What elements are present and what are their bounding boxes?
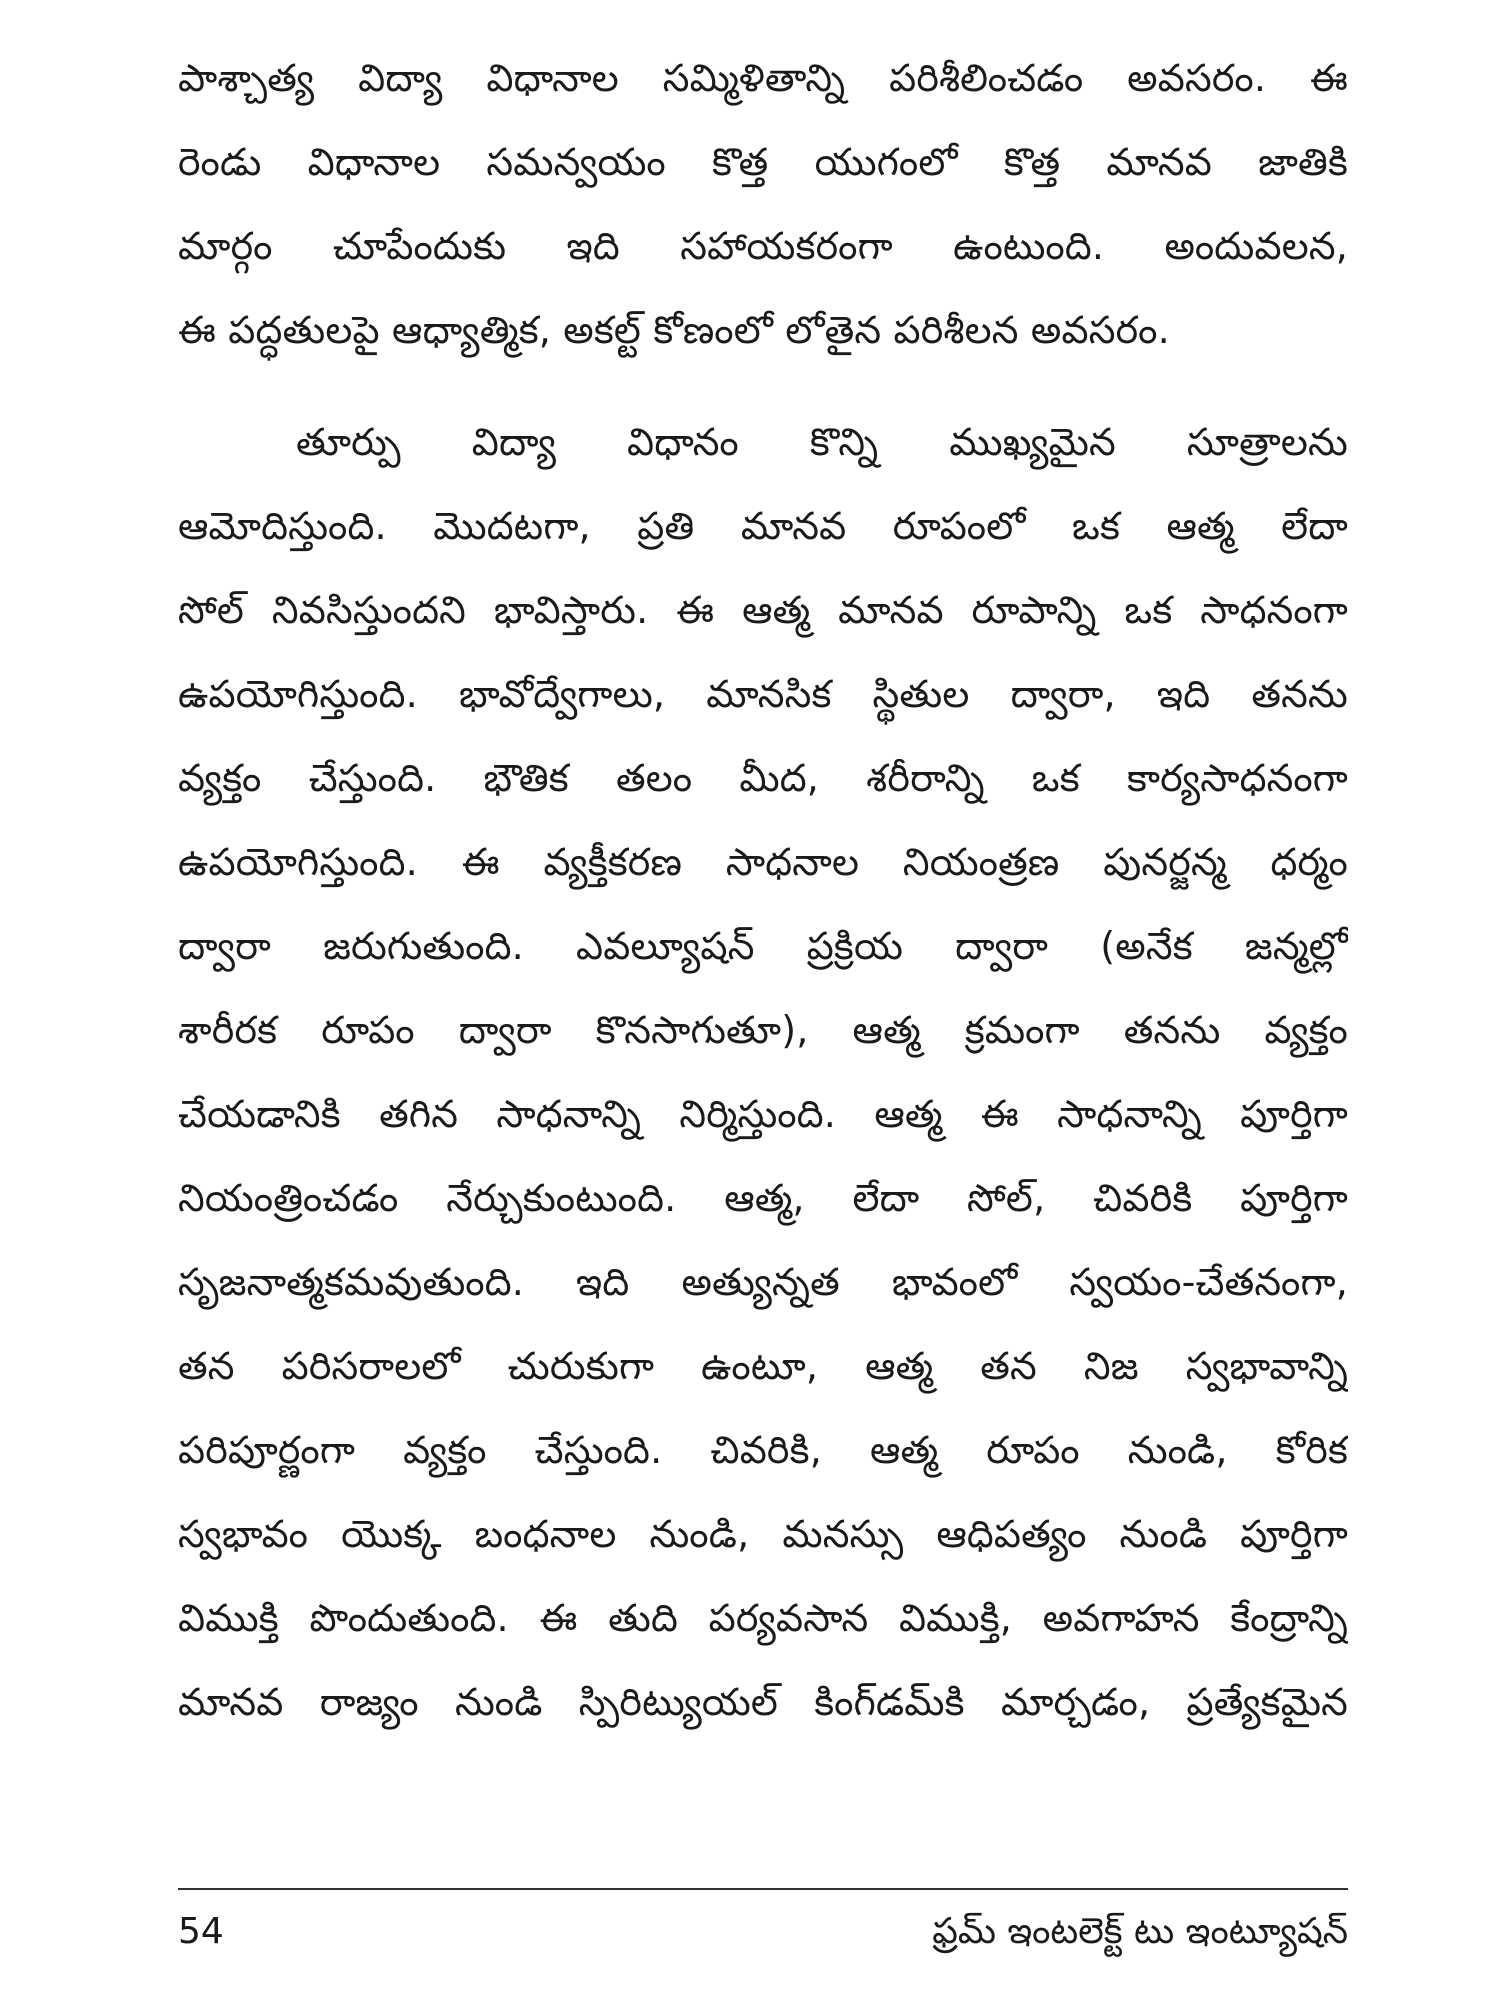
- text-line: ఉపయోగిస్తుంది. ఈ వ్యక్తీకరణ సాధనాల నియంత్రణ పునర్జన్మ ధర్మం: [178, 840, 1348, 884]
- paragraph-1: [178, 36, 1348, 372]
- text-line: చేయడానికి తగిన సాధనాన్ని నిర్మిస్తుంది. ఆత్మ ఈ సాధనాన్ని పూర్తిగా: [178, 1092, 1348, 1136]
- text-line: రెండు విధానాల సమన్వయం కొత్త యుగంలో కొత్త మానవ జాతికి: [178, 140, 1348, 184]
- text-line: శారీరక రూపం ద్వారా కొనసాగుతూ), ఆత్మ క్రమంగా తనను వ్యక్తం: [178, 1008, 1348, 1052]
- text-line: ద్వారా జరుగుతుంది. ఎవల్యూషన్ ప్రక్రియ ద్వారా (అనేక జన్మల్లో: [178, 924, 1348, 968]
- paragraph-2: [178, 400, 1348, 1744]
- text-line: తన పరిసరాలలో చురుకుగా ఉంటూ, ఆత్మ తన నిజ స్వభావాన్ని: [178, 1344, 1348, 1388]
- text-line: మానవ రాజ్యం నుండి స్పిరిట్యుయల్ కింగ్‌డమ్‌కి మార్చడం, ప్రత్యేకమైన: [178, 1680, 1348, 1724]
- text-line: మార్గం చూపేందుకు ఇది సహాయకరంగా ఉంటుంది. అందువలన,: [178, 224, 1348, 268]
- text-line: పాశ్చాత్య విద్యా విధానాల సమ్మిళితాన్ని పరిశీలించడం అవసరం. ఈ: [178, 56, 1348, 100]
- text-line: తూర్పు విద్యా విధానం కొన్ని ముఖ్యమైన సూత్రాలను: [296, 420, 1348, 464]
- body-text: [178, 36, 1348, 1744]
- text-line: ఉపయోగిస్తుంది. భావోద్వేగాలు, మానసిక స్థితుల ద్వారా, ఇది తనను: [178, 672, 1348, 716]
- page-number: 54: [178, 1911, 224, 1952]
- text-line: ఈ పద్ధతులపై ఆధ్యాత్మిక, అకల్ట్ కోణంలో లోతైన పరిశీలన అవసరం.: [178, 308, 1170, 352]
- text-line: ఆమోదిస్తుంది. మొదటగా, ప్రతి మానవ రూపంలో ఒక ఆత్మ లేదా: [178, 504, 1348, 548]
- text-line: నియంత్రించడం నేర్చుకుంటుంది. ఆత్మ, లేదా సోల్, చివరికి పూర్తిగా: [178, 1176, 1348, 1220]
- text-line: సోల్ నివసిస్తుందని భావిస్తారు. ఈ ఆత్మ మానవ రూపాన్ని ఒక సాధనంగా: [178, 588, 1348, 632]
- running-title: ఫ్రమ్ ఇంటలెక్ట్ టు ఇంట్యూషన్: [932, 1911, 1348, 1952]
- paragraph-gap: [178, 372, 1348, 400]
- text-line: సృజనాత్మకమవుతుంది. ఇది అత్యున్నత భావంలో స్వయం-చేతనంగా,: [178, 1260, 1348, 1304]
- text-line: విముక్తి పొందుతుంది. ఈ తుది పర్యవసాన విముక్తి, అవగాహన కేంద్రాన్ని: [178, 1596, 1348, 1640]
- text-line: పరిపూర్ణంగా వ్యక్తం చేస్తుంది. చివరికి, ఆత్మ రూపం నుండి, కోరిక: [178, 1428, 1348, 1472]
- text-line: స్వభావం యొక్క బంధనాల నుండి, మనస్సు ఆధిపత్యం నుండి పూర్తిగా: [178, 1512, 1348, 1556]
- footer-divider: [178, 1888, 1348, 1890]
- text-line: వ్యక్తం చేస్తుంది. భౌతిక తలం మీద, శరీరాన్ని ఒక కార్యసాధనంగా: [178, 756, 1348, 800]
